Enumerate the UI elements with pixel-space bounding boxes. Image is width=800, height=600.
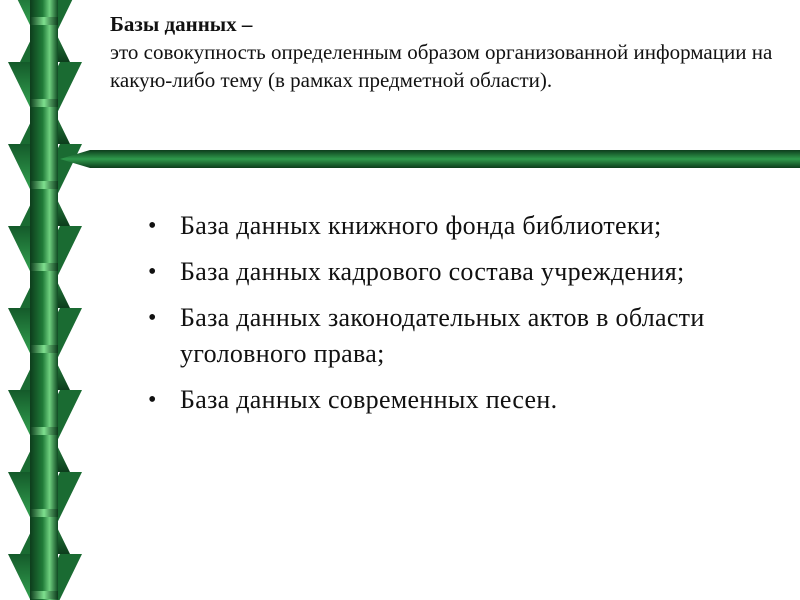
ribbon-band <box>30 263 58 271</box>
bullet-icon: • <box>148 305 157 331</box>
ribbon-column <box>30 0 58 62</box>
bullet-icon: • <box>148 259 157 285</box>
list-item <box>148 254 768 290</box>
title-term: Базы данных – <box>110 12 253 36</box>
examples-list <box>148 208 768 428</box>
bullet-icon: • <box>148 213 157 239</box>
title-divider <box>60 150 800 168</box>
list-item-text: База данных современных песен. <box>180 385 558 414</box>
title-definition: это совокупность определенным образом организованной информации на какую-либо тему (в рамках предметной области). <box>110 40 773 92</box>
list-item-text: База данных книжного фонда библиотеки; <box>180 211 662 240</box>
ribbon-band <box>30 17 58 25</box>
bullet-icon: • <box>148 387 157 413</box>
ribbon-band <box>30 181 58 189</box>
ribbon-band <box>30 509 58 517</box>
list-item-text: База данных законодательных актов в области уголовного права; <box>180 303 705 368</box>
ribbon-band <box>30 345 58 353</box>
list-item <box>148 208 768 244</box>
ribbon-band <box>30 591 58 599</box>
decorative-ribbon <box>0 0 90 600</box>
list-item <box>148 300 768 372</box>
ribbon-band <box>30 427 58 435</box>
ribbon-band <box>30 99 58 107</box>
list-item-text: База данных кадрового состава учреждения; <box>180 257 685 286</box>
list-item <box>148 382 768 418</box>
slide-title <box>110 10 790 94</box>
